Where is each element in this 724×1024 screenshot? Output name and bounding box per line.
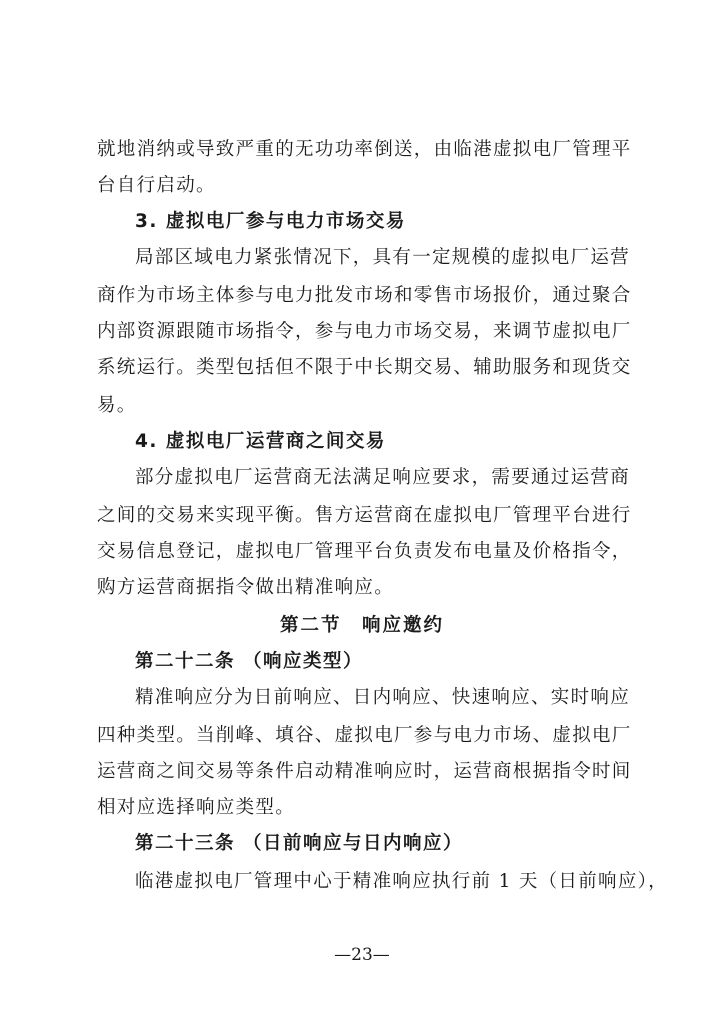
- body-text-line: 之间的交易来实现平衡。售方运营商在虚拟电厂管理平台进行: [97, 505, 632, 526]
- body-text-line: 交易信息登记，虚拟电厂管理平台负责发布电量及价格指令，: [97, 541, 632, 562]
- body-text-line: 内部资源跟随市场指令，参与电力市场交易，来调节虚拟电厂: [97, 321, 632, 342]
- body-text-line: 四种类型。当削峰、填谷、虚拟电厂参与电力市场、虚拟电厂: [97, 725, 632, 746]
- body-text-line: 台自行启动。: [97, 175, 216, 196]
- section-title: 第二节 响应邀约: [279, 615, 444, 636]
- body-text-line: 精准响应分为日前响应、日内响应、快速响应、实时响应: [135, 687, 631, 708]
- body-text-line: 就地消纳或导致严重的无功功率倒送，由临港虚拟电厂管理平: [97, 139, 632, 160]
- body-text-line: 部分虚拟电厂运营商无法满足响应要求，需要通过运营商: [135, 467, 631, 488]
- body-text-line: 易。: [97, 395, 137, 416]
- subheading: 3. 虚拟电厂参与电力市场交易: [135, 211, 406, 232]
- subheading: 4. 虚拟电厂运营商之间交易: [135, 431, 386, 452]
- article-heading: 第二十三条 （日前响应与日内响应）: [135, 833, 463, 854]
- body-text-line: 临港虚拟电厂管理中心于精准响应执行前 1 天（日前响应），: [135, 871, 668, 892]
- body-text-line: 运营商之间交易等条件启动精准响应时，运营商根据指令时间: [97, 761, 632, 782]
- body-text-line: 商作为市场主体参与电力批发市场和零售市场报价，通过聚合: [97, 285, 632, 306]
- page-number: —23—: [334, 945, 390, 965]
- article-heading: 第二十二条 （响应类型）: [135, 651, 363, 672]
- body-text-line: 购方运营商据指令做出精准响应。: [97, 577, 395, 598]
- body-text-line: 相对应选择响应类型。: [97, 797, 296, 818]
- body-text-line: 局部区域电力紧张情况下，具有一定规模的虚拟电厂运营: [135, 247, 631, 268]
- body-text-line: 系统运行。类型包括但不限于中长期交易、辅助服务和现货交: [97, 357, 632, 378]
